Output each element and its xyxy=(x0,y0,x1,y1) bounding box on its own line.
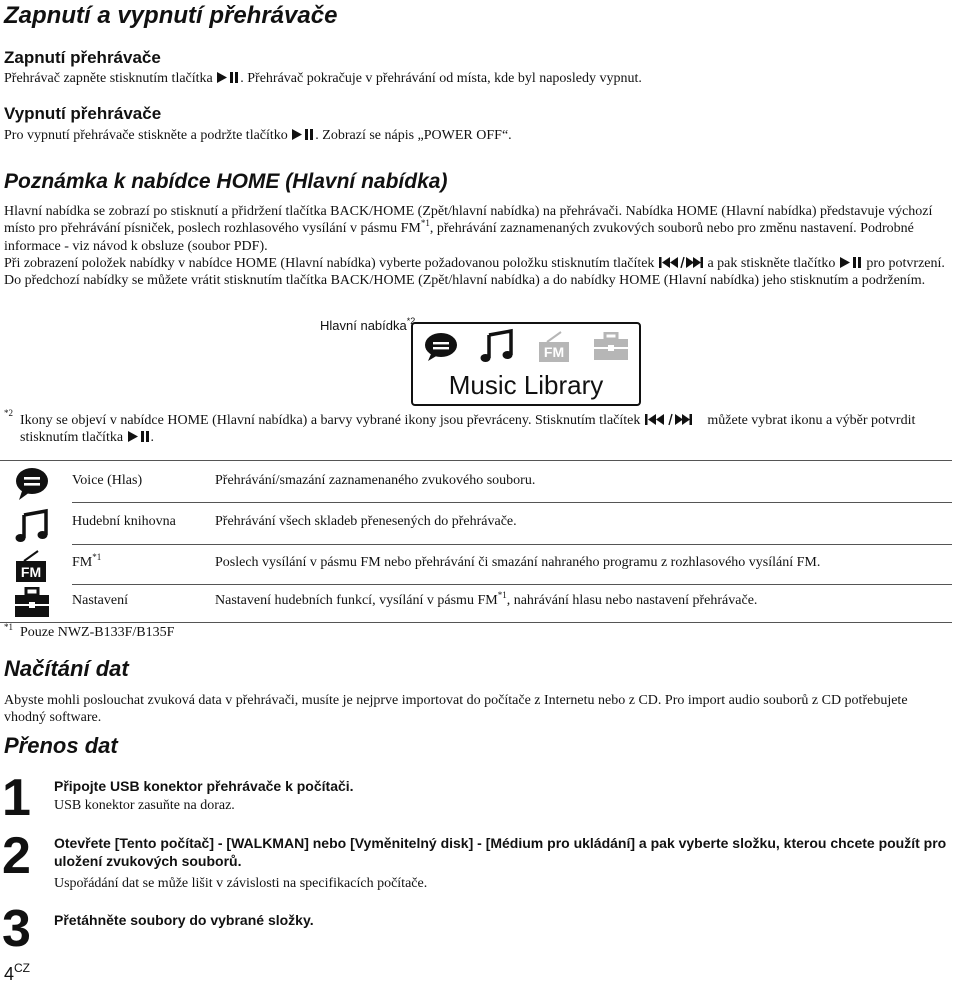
svg-text:FM: FM xyxy=(543,344,565,360)
table-row xyxy=(0,465,960,503)
step-number: 3 xyxy=(2,900,31,958)
voice-icon xyxy=(423,332,459,362)
step-subtext: Uspořádání dat se může lišit v závislosti na specifikacích počítače. xyxy=(54,876,428,891)
step-title: Otevřete [Tento počítač] - [WALKMAN] nebo [Vyměnitelný disk] - [Médium pro ukládání] a pak vyberte složku, kterou chcete použít pro uložení zvukových souborů. xyxy=(54,835,947,869)
home-note-heading: Poznámka k nabídce HOME (Hlavní nabídka) xyxy=(4,170,448,193)
music-note-icon xyxy=(14,508,50,544)
fm-radio-icon xyxy=(537,330,571,364)
power-off-heading: Vypnutí přehrávače xyxy=(4,104,162,123)
svg-text:FM: FM xyxy=(20,564,42,580)
home-note-para2 xyxy=(4,255,952,290)
power-on-text xyxy=(4,70,952,87)
power-off-text-a: Pro vypnutí přehrávače stiskněte a podržte tlačítko xyxy=(4,128,288,143)
home-note-para2-b: a pak stiskněte tlačítko xyxy=(707,256,836,271)
home-note-para1-text: Hlavní nabídka se zobrazí po stisknutí a přidržení tlačítka BACK/HOME (Zpět/hlavní nabídka) na přehrávači. Nabídka HOME (Hlavní nabídka) představuje výchozí místo pro přehrávání písniček, poslech rozhlasového vysílání v pásmu FM xyxy=(4,204,933,237)
home-menu-label: Hlavní nabídka$^{*2}$ xyxy=(320,316,416,333)
toolbox-icon xyxy=(14,587,50,619)
step-title: Připojte USB konektor přehrávače k počítači. xyxy=(54,778,354,794)
step-title: Přetáhněte soubory do vybrané složky. xyxy=(54,912,314,928)
music-note-icon xyxy=(479,328,515,364)
menu-item-desc: Přehrávání všech skladeb přenesených do přehrávače. xyxy=(215,514,517,529)
transfer-heading: Přenos dat xyxy=(4,733,118,758)
menu-item-name: Hudební knihovna xyxy=(72,514,176,529)
menu-item-desc: Poslech vysílání v pásmu FM nebo přehrávání či smazání nahraného programu z rozhlasového vysílání FM. xyxy=(215,555,821,570)
table-row xyxy=(0,547,960,585)
table-divider xyxy=(0,460,952,461)
home-note-para1-end: , přehrávání zaznamenaných zvukových souborů nebo pro změnu nastavení. Podrobné informace - viz návod k obsluze (soubor PDF). xyxy=(4,221,914,254)
step-subtext: USB konektor zasuňte na doraz. xyxy=(54,798,235,813)
step-number: 1 xyxy=(2,769,31,827)
menu-item-name: Nastavení xyxy=(72,593,128,608)
power-on-text-b: . Přehrávač pokračuje v přehrávání od místa, kde byl naposledy vypnut. xyxy=(240,71,642,86)
play-pause-icon xyxy=(839,256,863,269)
menu-item-name: Voice (Hlas) xyxy=(72,473,143,488)
footnote2-mark: *2 xyxy=(4,408,13,418)
menu-item-name: FM$^{*1}$ xyxy=(72,552,102,570)
power-off-text-b: . Zobrazí se nápis „POWER OFF“. xyxy=(315,128,512,143)
footnote1: $^{*1}$ Pouze NWZ-B133F/B135F xyxy=(4,622,175,640)
play-pause-icon xyxy=(127,430,151,443)
table-row xyxy=(0,506,960,544)
table-divider xyxy=(72,502,952,503)
loading-text: Abyste mohli poslouchat zvuková data v přehrávači, musíte je nejprve importovat do počítače z Internetu nebo z CD. Pro import audio souborů z CD potřebujete vhodný software. xyxy=(4,693,908,726)
play-pause-icon xyxy=(216,71,240,84)
home-note-para1 xyxy=(4,203,952,255)
table-row xyxy=(0,585,960,623)
fm-radio-icon xyxy=(14,549,48,583)
power-on-heading: Zapnutí přehrávače xyxy=(4,48,161,67)
play-pause-icon xyxy=(291,128,315,141)
toolbox-icon xyxy=(593,332,629,362)
page-title: Zapnutí a vypnutí přehrávače xyxy=(4,2,338,29)
home-note-para2-c: pro potvrzení. Do předchozí nabídky se můžete vrátit stisknutím tlačítka BACK/HOME (Zpět/hlavní nabídka) a do nabídky HOME (Hlavní nabídka) jeho stisknutím a podržením. xyxy=(4,256,945,289)
prev-next-icon xyxy=(644,413,704,426)
power-off-text xyxy=(4,127,952,144)
home-menu-screen xyxy=(411,322,641,406)
prev-next-icon xyxy=(658,256,704,269)
loading-heading: Načítání dat xyxy=(4,656,129,681)
table-divider xyxy=(0,622,952,623)
power-on-text-a: Přehrávač zapněte stisknutím tlačítka xyxy=(4,71,213,86)
home-note-para2-a: Při zobrazení položek nabídky v nabídce HOME (Hlavní nabídka) vyberte požadovanou položku stisknutím tlačítek xyxy=(4,256,655,271)
footnote2-text: Ikony se objeví v nabídce HOME (Hlavní nabídka) a barvy vybrané ikony jsou převráceny. Stisknutím tlačítek můžete vybrat ikonu a výběr potvrdit stisknutím tlačítka . xyxy=(20,413,916,446)
menu-screen-text: Music Library xyxy=(448,370,604,400)
footnote-ref: *1 xyxy=(420,218,430,229)
page-number: $4^{CZ}$ xyxy=(4,961,31,984)
table-divider xyxy=(72,544,952,545)
step-number: 2 xyxy=(2,827,31,885)
voice-icon xyxy=(14,467,50,501)
menu-item-desc: Přehrávání/smazání zaznamenaného zvukového souboru. xyxy=(215,473,536,488)
menu-item-desc: Nastavení hudebních funkcí, vysílání v pásmu FM$^{*1}$, nahrávání hlasu nebo nastavení přehrávače. xyxy=(215,590,758,608)
